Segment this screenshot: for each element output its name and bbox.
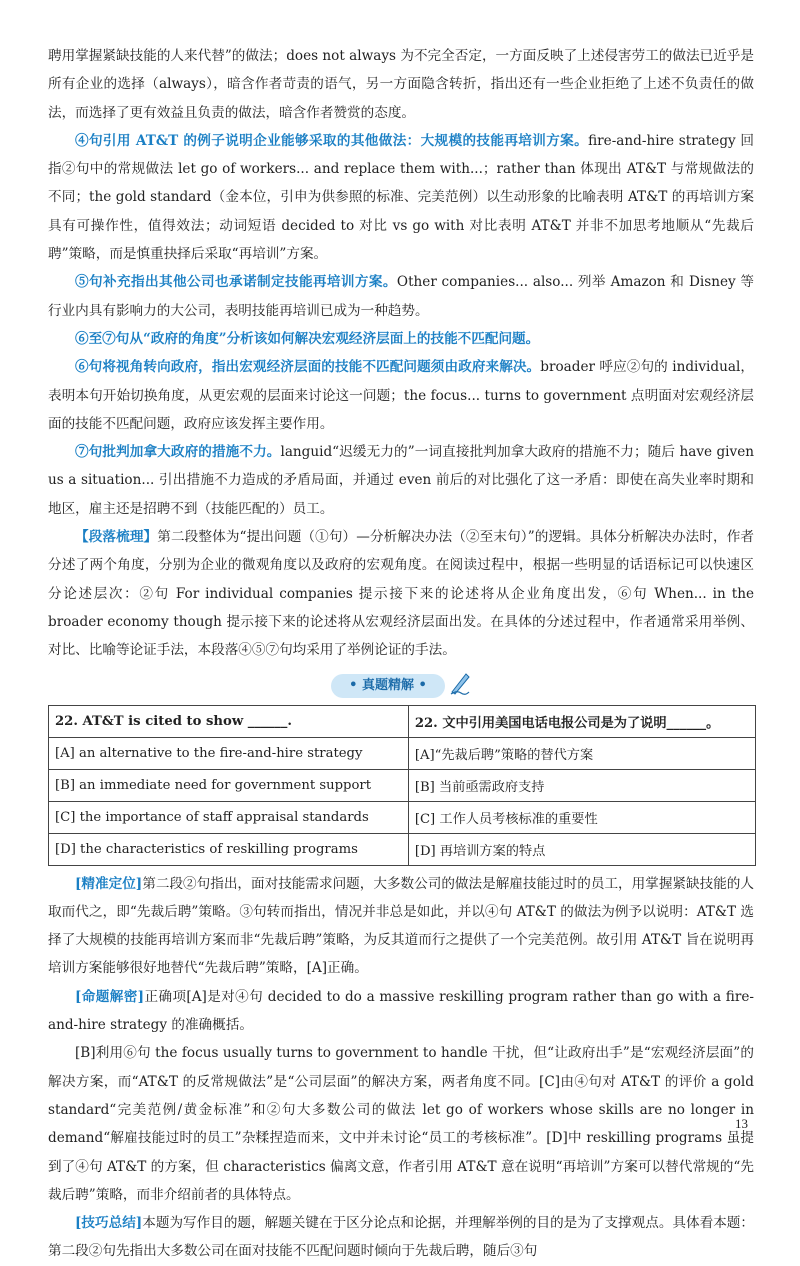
table-row — [49, 801, 756, 833]
decode-tag: [命题解密] — [75, 988, 145, 1005]
option-d-zh: [D] 再培训方案的特点 — [408, 833, 755, 865]
top-paragraph: 聘用掌握紧缺技能的人来代替”的做法；does not always 为不完全否定，一方面反映了上述侵害劳工的做法已近乎是所有企业的选择（always），暗含作者苛责的语气，另一方面隐含转折，指出还有一些企业拒绝了上述不负责任的做法，而选择了更有效益且负责的做法，暗含作者赞赏的态度。 — [48, 48, 754, 121]
analysis-6 — [48, 353, 754, 438]
decode-paragraph — [48, 983, 754, 1040]
paragraph-summary — [48, 523, 754, 664]
analysis-4-text: fire-and-hire strategy 回指②句中的常规做法 let go of workers... and replace them with...；rather than 体现出 AT&T 与常规做法的不同；the gold standard（金本位，引申为供参照的标准、完美范例）以生动形象的比喻表明 AT&T 的再培训方案具有可操作性，值得效法；动词短语 decided to 对比 vs go with 对比表明 AT&T 并非不加思考地顺从“先裁后聘”策略，而是慎重抉择后采取“再培训”方案。 — [48, 132, 754, 263]
analysis-7-lead: ⑦句批判加拿大政府的措施不力。 — [75, 444, 281, 461]
analysis-6-7-lead: ⑥至⑦句从“政府的角度”分析该如何解决宏观经济层面上的技能不匹配问题。 — [75, 330, 540, 347]
table-row — [49, 705, 756, 737]
skill-text: 本题为写作目的题，解题关键在于区分论点和论据，并理解举例的目的是为了支撑观点。具体看本题：第二段②句先指出大多数公司在面对技能不匹配问题时倾向于先裁后聘，随后③句 — [48, 1215, 754, 1260]
skill-paragraph — [48, 1209, 754, 1266]
question-stem-zh: 22. 文中引用美国电话电报公司是为了说明______。 — [408, 705, 755, 737]
analysis-6-lead: ⑥句将视角转向政府，指出宏观经济层面的技能不匹配问题须由政府来解决。 — [75, 359, 541, 376]
distractor-paragraph: [B]利用⑥句 the focus usually turns to government to handle 干扰，但“让政府出手”是“宏观经济层面”的解决方案，而“AT&T 的反常规做法”是“公司层面”的解决方案，两者角度不同。[C]由④句对 AT&T 的评价 a gold standard“完美范例/黄金标准”和②句大多数公司的做法 let go of workers whose skills are no longer in demand“解雇技能过时的员工”杂糅捏造而来，文中并未讨论“员工的考核标准”。[D]中 reskilling programs 虽提到了④句 AT&T 的方案，但 characteristics 偏离文意，作者引用 AT&T 意在说明“再培训”方案可以替代常规的“先裁后聘”策略，而非介绍前者的具体特点。 — [48, 1045, 754, 1203]
analysis-6-text: broader 呼应②句的 individual，表明本句开始切换角度，从更宏观的层面来讨论这一问题；the focus... turns to government 点明面对宏观经济层面的技能不匹配问题，政府应该发挥主要作用。 — [48, 359, 754, 432]
analysis-6-7 — [48, 325, 754, 353]
analysis-7 — [48, 438, 754, 523]
locate-paragraph — [48, 870, 754, 983]
question-stem-en: 22. AT&T is cited to show ______. — [49, 705, 409, 737]
analysis-4 — [48, 127, 754, 268]
analysis-4-lead: ④句引用 AT&T 的例子说明企业能够采取的其他做法：大规模的技能再培训方案。 — [75, 132, 589, 149]
analysis-5-text: Other companies... also... 列举 Amazon 和 Disney 等行业内具有影响力的大公司，表明技能再培训已成为一种趋势。 — [48, 274, 755, 319]
section-banner — [48, 671, 754, 697]
question-table — [48, 705, 756, 866]
option-b-zh: [B] 当前亟需政府支持 — [408, 769, 755, 801]
decode-text: 正确项[A]是对④句 decided to do a massive reskilling program rather than go with a fire-and-hire strategy 的准确概括。 — [48, 988, 754, 1034]
option-b-en: [B] an immediate need for government support — [49, 769, 409, 801]
option-a-en: [A] an alternative to the fire-and-hire strategy — [49, 737, 409, 769]
analysis-5-lead: ⑤句补充指出其他公司也承诺制定技能再培训方案。 — [75, 274, 397, 291]
locate-tag: [精准定位] — [75, 875, 143, 892]
locate-text: 第二段②句指出，面对技能需求问题，大多数公司的做法是解雇技能过时的员工，用掌握紧缺技能的人取而代之，即“先裁后聘”策略。③句转而指出，情况并非总是如此，并以④句 AT&T 的做法为例予以说明：AT&T 选择了大规模的技能再培训方案而非“先裁后聘”策略，为反其道而行之提供了一个完美范例。故引用 AT&T 旨在说明再培训方案能够很好地替代“先裁后聘”策略，[A]正确。 — [48, 875, 754, 977]
table-row — [49, 769, 756, 801]
skill-tag: [技巧总结] — [75, 1215, 143, 1232]
table-row — [49, 737, 756, 769]
option-d-en: [D] the characteristics of reskilling programs — [49, 833, 409, 865]
analysis-7-text: languid“迟缓无力的”一词直接批判加拿大政府的措施不力；随后 have given us a situation... 引出措施不力造成的矛盾局面，并通过 even 前后的对比强化了这一矛盾：即使在高失业率时期和地区，雇主还是招聘不到（技能匹配的）员工。 — [48, 444, 754, 517]
table-row — [49, 833, 756, 865]
summary-text: 第二段整体为“提出问题（①句）—分析解决办法（②至末句）”的逻辑。具体分析解决办法时，作者分述了两个角度，分别为企业的微观角度以及政府的宏观角度。在阅读过程中，根据一些明显的话语标记可以快速区分论述层次：②句 For individual companies 提示接下来的论述将从企业角度出发，⑥句 When... in the broader economy though 提示接下来的论述将从宏观经济层面出发。在具体的分述过程中，作者通常采用举例、对比、比喻等论证手法，本段落④⑤⑦句均采用了举例论证的手法。 — [48, 529, 754, 659]
option-c-en: [C] the importance of staff appraisal standards — [49, 801, 409, 833]
option-a-zh: [A]“先裁后聘”策略的替代方案 — [408, 737, 755, 769]
page-number: 13 — [735, 1116, 748, 1131]
option-c-zh: [C] 工作人员考核标准的重要性 — [408, 801, 755, 833]
analysis-5 — [48, 268, 754, 325]
banner-label: • 真题精解 • — [331, 674, 445, 698]
pen-icon — [449, 671, 471, 699]
summary-tag: 【段落梳理】 — [75, 529, 158, 546]
